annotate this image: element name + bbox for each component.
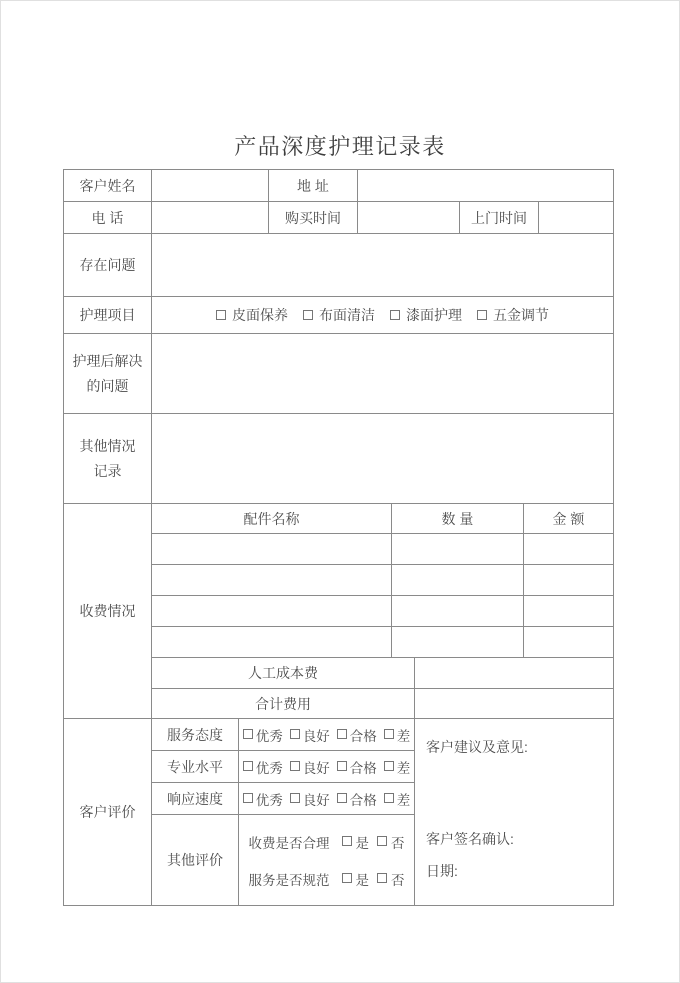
other-notes-field[interactable] [152, 414, 613, 504]
existing-problem-field[interactable] [152, 234, 613, 297]
care-option-label: 皮面保养 [232, 307, 288, 323]
rating-pass[interactable]: 合格 [337, 789, 377, 809]
care-option-hardware[interactable] [477, 305, 549, 325]
evaluation-criteria [152, 719, 415, 905]
rating-good[interactable]: 良好 [290, 789, 330, 809]
care-option-label: 漆面护理 [406, 307, 462, 323]
criterion-label: 响应速度 [152, 783, 239, 815]
checkbox-icon[interactable] [303, 310, 313, 320]
solved-problem-field[interactable] [152, 334, 613, 414]
other-notes-label: 其他情况 记录 [64, 414, 152, 504]
row-existing-problem [64, 234, 613, 297]
question-fee-reasonable: 收费是否合理 是 否 [249, 832, 405, 852]
checkbox-icon[interactable] [290, 729, 300, 739]
part-name-field[interactable] [152, 565, 392, 596]
rating-good[interactable]: 良好 [290, 725, 330, 745]
page-title: 产品深度护理记录表 [234, 134, 446, 159]
customer-name-field[interactable] [152, 170, 269, 202]
charges-item-row [152, 565, 613, 596]
checkbox-icon[interactable] [243, 793, 253, 803]
rating-poor[interactable]: 差 [384, 725, 411, 745]
criterion-label: 专业水平 [152, 751, 239, 783]
charges-item-row [152, 627, 613, 658]
charges-col-part: 配件名称 [152, 504, 392, 534]
row-customer [64, 170, 613, 202]
checkbox-icon[interactable] [384, 761, 394, 771]
total-cost-field[interactable] [415, 689, 613, 719]
care-option-leather[interactable] [216, 305, 288, 325]
labor-cost-field[interactable] [415, 658, 613, 689]
care-items-label: 护理项目 [64, 297, 152, 334]
care-option-label: 五金调节 [493, 307, 549, 323]
signature-label: 客户签名确认: [426, 831, 514, 847]
checkbox-icon[interactable] [342, 836, 352, 846]
checkbox-icon[interactable] [342, 873, 352, 883]
other-evaluation-row [152, 815, 415, 905]
rating-poor[interactable]: 差 [384, 757, 411, 777]
rating-pass[interactable]: 合格 [337, 757, 377, 777]
care-option-label: 布面清洁 [319, 307, 375, 323]
care-record-form [63, 169, 614, 906]
rating-excellent[interactable]: 优秀 [243, 789, 283, 809]
rating-excellent[interactable]: 优秀 [243, 757, 283, 777]
checkbox-icon[interactable] [377, 836, 387, 846]
qty-field[interactable] [392, 565, 524, 596]
address-label: 地 址 [269, 170, 358, 202]
checkbox-icon[interactable] [390, 310, 400, 320]
care-items-options [152, 297, 613, 334]
rating-options [239, 751, 415, 783]
purchase-time-field[interactable] [358, 202, 460, 234]
existing-problem-label: 存在问题 [64, 234, 152, 297]
visit-time-label: 上门时间 [460, 202, 539, 234]
checkbox-icon[interactable] [290, 761, 300, 771]
rating-excellent[interactable]: 优秀 [243, 725, 283, 745]
checkbox-icon[interactable] [337, 761, 347, 771]
labor-cost-label: 人工成本费 [152, 658, 415, 689]
solved-problem-label: 护理后解决 的问题 [64, 334, 152, 414]
checkbox-icon[interactable] [337, 793, 347, 803]
address-field[interactable] [358, 170, 613, 202]
rating-poor[interactable]: 差 [384, 789, 411, 809]
qty-field[interactable] [392, 596, 524, 627]
other-evaluation-label: 其他评价 [152, 815, 239, 905]
criterion-row-skill [152, 751, 415, 783]
row-other-notes [64, 414, 613, 504]
evaluation-label: 客户评价 [64, 719, 152, 905]
part-name-field[interactable] [152, 596, 392, 627]
row-care-items [64, 297, 613, 334]
criterion-row-response [152, 783, 415, 815]
checkbox-icon[interactable] [243, 729, 253, 739]
charges-col-qty: 数 量 [392, 504, 524, 534]
answer-yes[interactable]: 是 [342, 832, 370, 852]
row-phone [64, 202, 613, 234]
checkbox-icon[interactable] [377, 873, 387, 883]
answer-no[interactable]: 否 [377, 832, 405, 852]
question-service-standard: 服务是否规范 是 否 [249, 869, 405, 889]
amount-field[interactable] [524, 596, 613, 627]
suggestion-signature-cell[interactable] [415, 719, 613, 905]
rating-options [239, 783, 415, 815]
section-charges [64, 504, 613, 719]
charges-table [152, 504, 613, 719]
rating-pass[interactable]: 合格 [337, 725, 377, 745]
charges-header-row [152, 504, 613, 534]
amount-field[interactable] [524, 534, 613, 565]
charges-col-amount: 金 额 [524, 504, 613, 534]
charges-label: 收费情况 [64, 504, 152, 719]
care-option-fabric[interactable] [303, 305, 375, 325]
qty-field[interactable] [392, 627, 524, 658]
answer-yes[interactable]: 是 [342, 869, 370, 889]
yes-no-questions [239, 815, 415, 905]
visit-time-field[interactable] [539, 202, 613, 234]
checkbox-icon[interactable] [384, 793, 394, 803]
checkbox-icon[interactable] [243, 761, 253, 771]
part-name-field[interactable] [152, 534, 392, 565]
rating-good[interactable]: 良好 [290, 757, 330, 777]
checkbox-icon[interactable] [384, 729, 394, 739]
amount-field[interactable] [524, 565, 613, 596]
part-name-field[interactable] [152, 627, 392, 658]
criterion-row-service [152, 719, 415, 751]
charges-item-row [152, 534, 613, 565]
criterion-label: 服务态度 [152, 719, 239, 751]
purchase-time-label: 购买时间 [269, 202, 358, 234]
row-solved-problem [64, 334, 613, 414]
section-evaluation [64, 719, 613, 905]
labor-cost-row [152, 658, 613, 689]
total-cost-label: 合计费用 [152, 689, 415, 719]
checkbox-icon[interactable] [290, 793, 300, 803]
care-option-paint[interactable] [390, 305, 462, 325]
answer-no[interactable]: 否 [377, 869, 405, 889]
phone-label: 电 话 [64, 202, 152, 234]
qty-field[interactable] [392, 534, 524, 565]
total-cost-row [152, 689, 613, 719]
phone-field[interactable] [152, 202, 269, 234]
suggestion-label: 客户建议及意见: [426, 739, 528, 755]
date-label: 日期: [426, 863, 458, 879]
rating-options [239, 719, 415, 751]
checkbox-icon[interactable] [216, 310, 226, 320]
checkbox-icon[interactable] [477, 310, 487, 320]
amount-field[interactable] [524, 627, 613, 658]
customer-name-label: 客户姓名 [64, 170, 152, 202]
checkbox-icon[interactable] [337, 729, 347, 739]
charges-item-row [152, 596, 613, 627]
